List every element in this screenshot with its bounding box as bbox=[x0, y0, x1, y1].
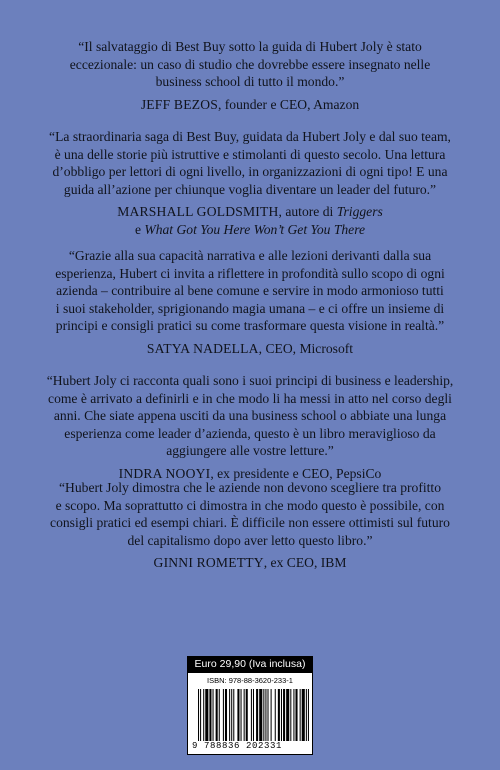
author-name: MARSHALL GOLDSMITH bbox=[117, 204, 279, 220]
quote-line: del capitalismo dopo aver letto questo libro.” bbox=[127, 532, 373, 548]
book-title: What Got You Here Won’t Get You There bbox=[144, 221, 366, 237]
quote-attribution bbox=[30, 340, 470, 358]
quote-line: consigli pratici ed esempi chiari. È difficile non essere ottimisti sul futuro bbox=[50, 515, 450, 531]
price-label: Euro 29,90 (Iva inclusa) bbox=[187, 656, 313, 672]
author-name: JEFF BEZOS bbox=[140, 96, 218, 112]
quote-bezos bbox=[30, 38, 470, 113]
quote-line: azienda – contribuire al bene comune e servire in modo armonioso tutti bbox=[56, 283, 444, 299]
quote-line: esperienza come leader d’azienda, questo è un libro meraviglioso da bbox=[64, 425, 436, 441]
quote-line: eccezionale: un caso di studio che dovrebbe essere insegnato nelle bbox=[69, 56, 431, 72]
quote-line: “La straordinaria saga di Best Buy, guidata da Hubert Joly e dal suo team, bbox=[49, 129, 451, 144]
quote-line: “Il salvataggio di Best Buy sotto la guida di Hubert Joly è stato bbox=[78, 39, 422, 54]
quote-line: guida all’azione per chiunque voglia diventare un leader del futuro.” bbox=[63, 181, 437, 197]
author-role: , founder e CEO, Amazon bbox=[217, 96, 360, 112]
quote-line: “Grazie alla sua capacità narrativa e alle lezioni derivanti dalla sua bbox=[68, 248, 432, 263]
quote-line: e scopo. Ma soprattutto ci dimostra in che modo questo è possibile, con bbox=[55, 497, 445, 513]
barcode-icon bbox=[198, 689, 310, 741]
conjunction: e bbox=[134, 221, 145, 237]
author-name: INDRA NOOYI bbox=[118, 465, 211, 481]
quote-line: principi e consigli pratici su come trasformare questa visione in realtà.” bbox=[55, 318, 445, 334]
quote-line: business school di tutto il mondo.” bbox=[155, 74, 345, 90]
quote-line: d’obbligo per lettori di ogni livello, in organizzazioni di ogni tipo! E una bbox=[52, 164, 448, 180]
quote-line: è una delle storie più istruttive e stimolanti di questo secolo. Una lettura bbox=[54, 146, 446, 162]
quote-attribution bbox=[30, 203, 470, 238]
author-role: , ex CEO, IBM bbox=[263, 555, 347, 571]
author-role: , CEO, Microsoft bbox=[258, 340, 354, 356]
quote-line: aggiungere alle vostre letture.” bbox=[166, 443, 334, 459]
isbn-text: ISBN: 978-88-3620-233-1 bbox=[207, 676, 293, 685]
quote-rometty bbox=[30, 479, 470, 572]
quote-line: “Hubert Joly ci racconta quali sono i suoi principi di business e leadership, bbox=[46, 373, 454, 388]
quote-line: i suoi stakeholder, sprigionando magia umana – e ci offre un insieme di bbox=[55, 300, 445, 316]
author-role: , ex presidente e CEO, PepsiCo bbox=[210, 465, 382, 481]
quote-line: esperienza, Hubert ci invita a riflettere in profondità sullo scopo di ogni bbox=[55, 265, 445, 281]
quote-line: come è arrivato a definirli e in che modo li ha messi in atto nel corso degli bbox=[48, 390, 452, 406]
barcode-panel bbox=[187, 672, 313, 755]
quote-nadella bbox=[30, 247, 470, 358]
quote-attribution bbox=[30, 96, 470, 114]
quote-line: anni. Che siate appena usciti da una business school o abbiate una lunga bbox=[53, 408, 447, 424]
author-name: GINNI ROMETTY bbox=[153, 555, 264, 571]
quote-line: “Hubert Joly dimostra che le aziende non devono scegliere tra profitto bbox=[59, 480, 441, 495]
quote-goldsmith bbox=[30, 128, 470, 239]
quote-attribution bbox=[30, 554, 470, 572]
barcode-digits: 9 788836 202331 bbox=[192, 741, 283, 751]
author-role: , autore di bbox=[278, 204, 337, 220]
quote-nooyi bbox=[30, 372, 470, 483]
book-title: Triggers bbox=[336, 204, 383, 220]
author-name: SATYA NADELLA bbox=[146, 340, 259, 356]
